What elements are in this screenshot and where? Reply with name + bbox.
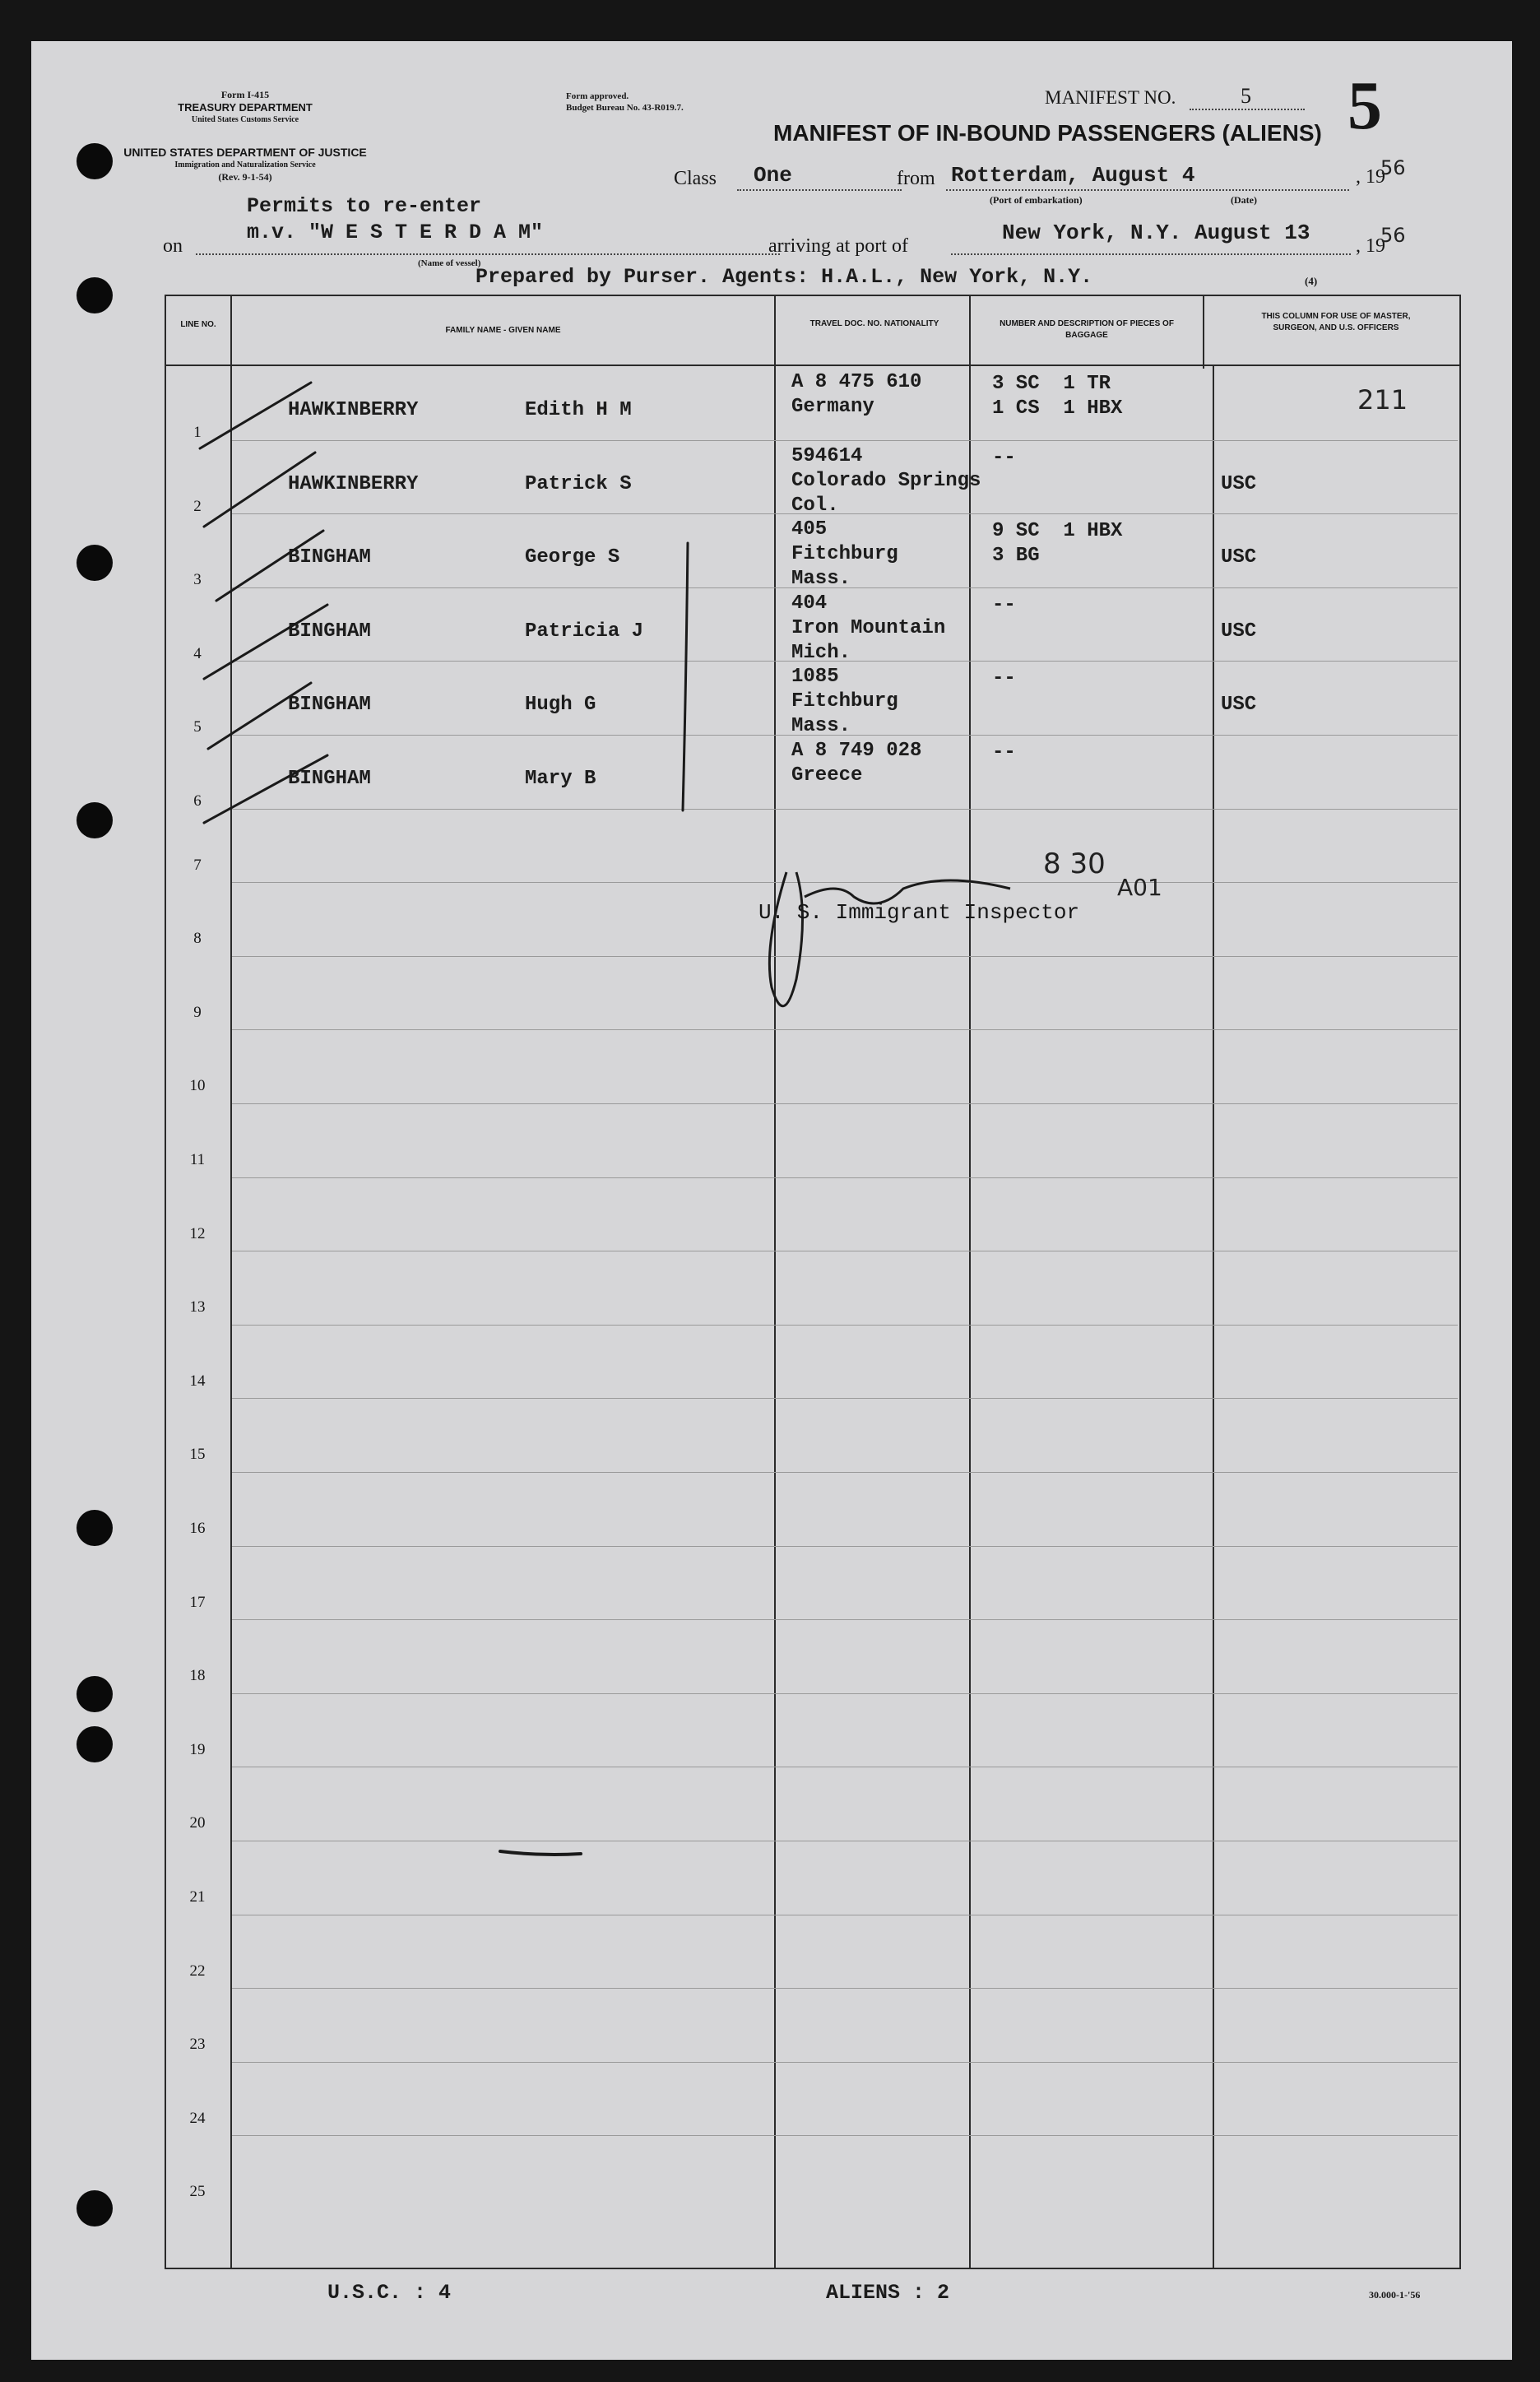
- manifest-title: MANIFEST OF IN-BOUND PASSENGERS (ALIENS): [773, 120, 1322, 146]
- approval-line2: Budget Bureau No. 43-R019.7.: [566, 103, 684, 113]
- travel-doc-line: Mich.: [791, 641, 851, 664]
- bracket-line: [683, 543, 688, 810]
- officer-note: USC: [1221, 694, 1257, 717]
- given-name: Patricia J: [525, 620, 644, 643]
- baggage-line: 3 BG: [992, 545, 1040, 568]
- row-line-number: 2: [193, 497, 202, 515]
- check-mark-6: [204, 755, 327, 823]
- date-caption: (Date): [1231, 194, 1257, 206]
- col-line-no: LINE NO.: [180, 320, 216, 329]
- baggage-line: 3 SC 1 TR: [992, 373, 1111, 395]
- inspector-initials: A01: [1117, 874, 1162, 901]
- footer-print-code: 30.000-1-'56: [1369, 2289, 1421, 2301]
- baggage-line: 9 SC 1 HBX: [992, 520, 1123, 543]
- baggage-line: --: [992, 741, 1016, 764]
- travel-doc-line: A 8 475 610: [791, 371, 922, 393]
- manifest-no-value: 5: [1241, 84, 1251, 108]
- officer-note: USC: [1221, 546, 1257, 569]
- manifest-sheet: [31, 41, 1512, 2360]
- footer-usc-total: U.S.C. : 4: [327, 2281, 452, 2305]
- row-line-number: 10: [189, 1077, 206, 1095]
- row-line-number: 11: [189, 1151, 206, 1168]
- row-line-number: 7: [193, 856, 202, 874]
- row-line-number: 23: [189, 2036, 206, 2054]
- class-label: Class: [674, 168, 717, 189]
- travel-doc-line: A 8 749 028: [791, 740, 922, 762]
- permits-note: Permits to re-enter: [247, 194, 482, 218]
- inspector-time: 8 30: [1043, 847, 1106, 880]
- approval-line1: Form approved.: [566, 91, 629, 101]
- col-officers: THIS COLUMN FOR USE OF MASTER, SURGEON, AND U.S. OFFICERS: [1261, 312, 1411, 332]
- family-name: BINGHAM: [288, 620, 371, 643]
- arriving-label: arriving at port of: [768, 235, 908, 257]
- baggage-line: --: [992, 593, 1016, 616]
- port-caption: (Port of embarkation): [990, 194, 1083, 206]
- check-mark-5: [208, 683, 311, 749]
- travel-doc-line: 594614: [791, 444, 863, 467]
- footer-aliens-total: ALIENS : 2: [826, 2281, 950, 2305]
- travel-doc-line: Mass.: [791, 568, 851, 591]
- revision: (Rev. 9-1-54): [218, 171, 272, 183]
- row-line-number: 24: [189, 2109, 206, 2127]
- arrival-value: New York, N.Y. August 13: [1002, 221, 1310, 245]
- family-name: HAWKINBERRY: [288, 472, 419, 495]
- given-name: Patrick S: [525, 472, 632, 495]
- travel-doc-line: 1085: [791, 666, 839, 689]
- check-mark-2: [204, 453, 315, 527]
- customs-service: United States Customs Service: [191, 115, 299, 124]
- justice-dept: UNITED STATES DEPARTMENT OF JUSTICE: [123, 146, 367, 159]
- row-line-number: 19: [189, 1740, 206, 1758]
- officer-note: USC: [1221, 472, 1257, 495]
- officer-note: USC: [1221, 620, 1257, 643]
- year-suffix-2: 56: [1380, 224, 1406, 247]
- class-value: One: [754, 163, 792, 188]
- inspector-label: U. S. Immigrant Inspector: [758, 900, 1080, 925]
- inspector-signature: [769, 872, 1010, 1006]
- travel-doc-line: Greece: [791, 764, 863, 787]
- given-name: Edith H M: [525, 399, 632, 421]
- family-name: BINGHAM: [288, 546, 371, 569]
- check-mark-4: [204, 605, 327, 679]
- family-name: BINGHAM: [288, 768, 371, 790]
- on-label: on: [163, 235, 183, 257]
- officer-note: 211: [1357, 384, 1408, 416]
- row-line-number: 21: [189, 1888, 206, 1906]
- family-name: HAWKINBERRY: [288, 399, 419, 421]
- check-marks: [31, 41, 1512, 2360]
- year-prefix-1: , 19: [1356, 166, 1385, 188]
- travel-doc-line: 405: [791, 518, 828, 541]
- given-name: Hugh G: [525, 694, 596, 717]
- col-name: FAMILY NAME - GIVEN NAME: [445, 326, 561, 335]
- travel-doc-line: Fitchburg: [791, 543, 898, 566]
- stamped-number: 5: [1348, 67, 1382, 144]
- baggage-line: --: [992, 667, 1016, 690]
- row-line-number: 17: [189, 1593, 206, 1611]
- col-baggage: NUMBER AND DESCRIPTION OF PIECES OF BAGGAGE: [1000, 319, 1174, 340]
- row-line-number: 15: [189, 1446, 206, 1464]
- row-line-number: 16: [189, 1520, 206, 1537]
- year-prefix-2: , 19: [1356, 235, 1385, 257]
- given-name: George S: [525, 546, 620, 569]
- check-mark-1: [200, 383, 311, 448]
- family-name: BINGHAM: [288, 694, 371, 717]
- travel-doc-line: Mass.: [791, 715, 851, 738]
- travel-doc-line: Colorado Springs: [791, 469, 981, 492]
- row-line-number: 9: [193, 1003, 202, 1021]
- baggage-line: --: [992, 446, 1016, 469]
- from-label: from: [897, 168, 935, 189]
- travel-doc-line: Iron Mountain: [791, 616, 946, 639]
- check-mark-3: [216, 531, 323, 601]
- row-line-number: 22: [189, 1962, 206, 1980]
- row-line-number: 12: [189, 1224, 206, 1242]
- vessel-caption: (Name of vessel): [418, 258, 481, 268]
- row-line-number: 14: [189, 1372, 206, 1390]
- vessel-name: m.v. "W E S T E R D A M": [247, 221, 544, 244]
- row-line-number: 1: [193, 424, 202, 441]
- from-value: Rotterdam, August 4: [951, 163, 1195, 188]
- manifest-no-label: MANIFEST NO.: [1045, 87, 1176, 108]
- year-suffix-1: 56: [1380, 156, 1406, 179]
- row-line-number: 13: [189, 1298, 206, 1316]
- row-line-number: 6: [193, 792, 202, 810]
- travel-doc-line: Col.: [791, 494, 839, 517]
- col-travel-doc: TRAVEL DOC. NO. NATIONALITY: [809, 319, 939, 328]
- baggage-line: 1 CS 1 HBX: [992, 397, 1123, 420]
- row-line-number: 4: [193, 644, 202, 662]
- treasury-dept: TREASURY DEPARTMENT: [178, 101, 313, 114]
- row-line-number: 25: [189, 2183, 206, 2201]
- row-line-number: 5: [193, 718, 202, 736]
- stray-mark: [500, 1851, 581, 1855]
- row-line-number: 8: [193, 930, 202, 948]
- prepared-by: Prepared by Purser. Agents: H.A.L., New York, N.Y.: [475, 265, 1093, 289]
- row-line-number: 20: [189, 1814, 206, 1832]
- sheet-mark: (4): [1305, 275, 1318, 287]
- travel-doc-line: Germany: [791, 396, 874, 418]
- ins-service: Immigration and Naturalization Service: [174, 160, 316, 169]
- travel-doc-line: Fitchburg: [791, 690, 898, 713]
- row-line-number: 18: [189, 1667, 206, 1685]
- travel-doc-line: 404: [791, 592, 828, 615]
- form-number: Form I-415: [220, 89, 270, 100]
- given-name: Mary B: [525, 768, 596, 790]
- row-line-number: 3: [193, 571, 202, 589]
